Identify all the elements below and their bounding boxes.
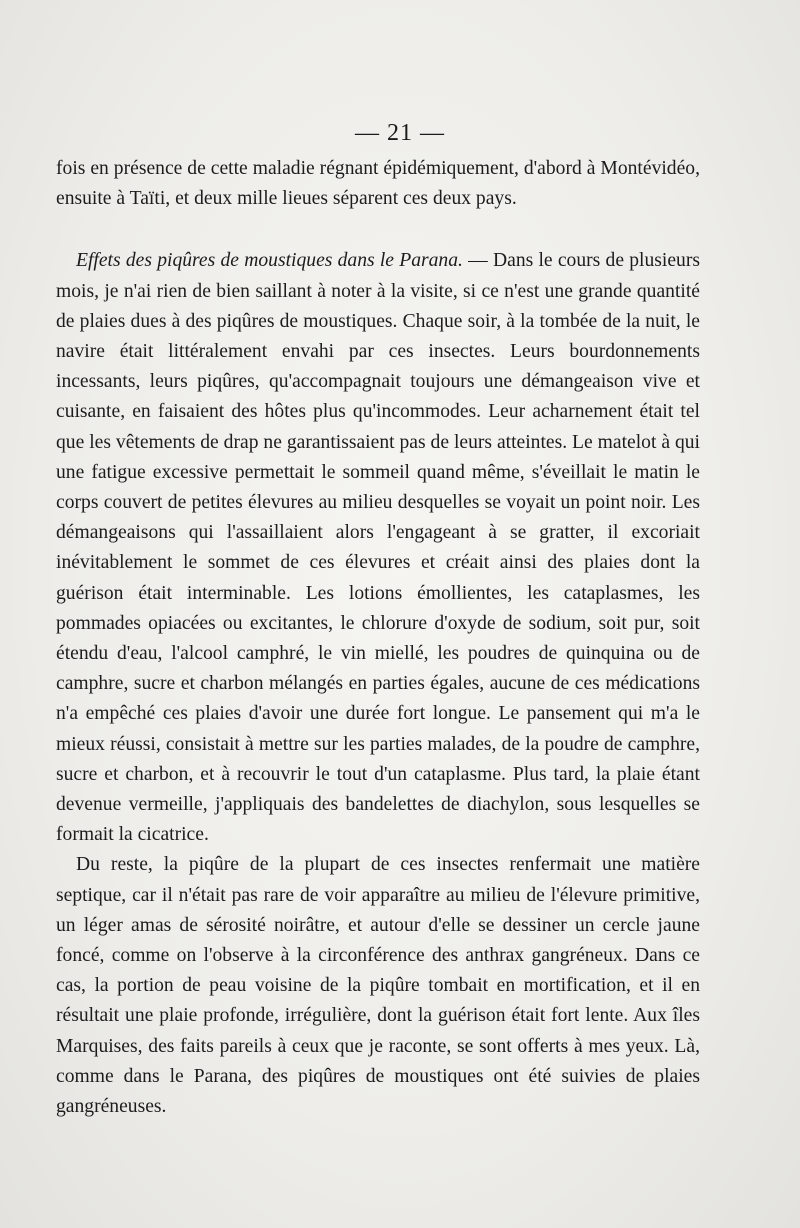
section-heading: Effets des piqûres de moustiques dans le Parana. bbox=[76, 250, 463, 272]
paragraph-gap bbox=[56, 214, 700, 246]
paragraph-septic: Du reste, la piqûre de la plupart de ces insectes renfermait une matière septique, car il n'était pas rare de voir apparaître au milieu de l'élevure primitive, un léger amas de sérosité noirâtre, et autour d'elle se dessiner un cercle jaune foncé, comme on l'observe à la circonférence des anthrax gangréneux. Dans ce cas, la portion de peau voisine de la piqûre tombait en mortification, et il en résultait une plaie profonde, irrégulière, dont la guérison était fort lente. Aux îles Marquises, des faits pareils à ceux que je raconte, se sont offerts à mes yeux. Là, comme dans le Parana, des piqûres de moustiques ont été suivies de plaies gangréneuses. bbox=[56, 854, 700, 1118]
paragraph-continuation: fois en présence de cette maladie régnant épidémiquement, d'abord à Montévidéo, ensuite à Taïti, et deux mille lieues séparent ces deux pays. bbox=[56, 158, 700, 210]
page-number: — 21 — bbox=[355, 120, 445, 146]
body-text bbox=[56, 154, 700, 1122]
paragraph-mosquito-bites bbox=[56, 246, 700, 850]
section-body: — Dans le cours de plusieurs mois, je n'ai rien de bien saillant à noter à la visite, si ce n'est une grande quantité de plaies dues à des piqûres de moustiques. Chaque soir, à la tombée de la nuit, le navire était littéralement envahi par ces insectes. Leurs bourdonnements incessants, leurs piqûres, qu'accompagnait toujours une démangeaison vive et cuisante, en faisaient des hôtes plus qu'incommodes. Leur acharnement était tel que les vêtements de drap ne garantissaient pas de leurs atteintes. Le matelot à qui une fatigue excessive permettait le sommeil quand même, s'éveillait le matin le corps couvert de petites élevures au milieu desquelles se voyait un point noir. Les démangeaisons qui l'assaillaient alors l'engageant à se gratter, il excoriait inévitablement le sommet de ces élevures et créait ainsi des plaies dont la guérison était interminable. Les lotions émollientes, les cataplasmes, les pommades opiacées ou excitantes, le chlorure d'oxyde de sodium, soit pur, soit étendu d'eau, l'alcool camphré, le vin miellé, les poudres de quinquina ou de camphre, sucre et charbon mélangés en parties égales, aucune de ces médications n'a empêché ces plaies d'avoir une durée fort longue. Le pansement qui m'a le mieux réussi, consistait à mettre sur les parties malades, de la poudre de camphre, sucre et charbon, et à recouvrir le tout d'un cataplasme. Plus tard, la plaie étant devenue vermeille, j'appliquais des bandelettes de diachylon, sous lesquelles se formait la cicatrice. bbox=[56, 250, 700, 846]
